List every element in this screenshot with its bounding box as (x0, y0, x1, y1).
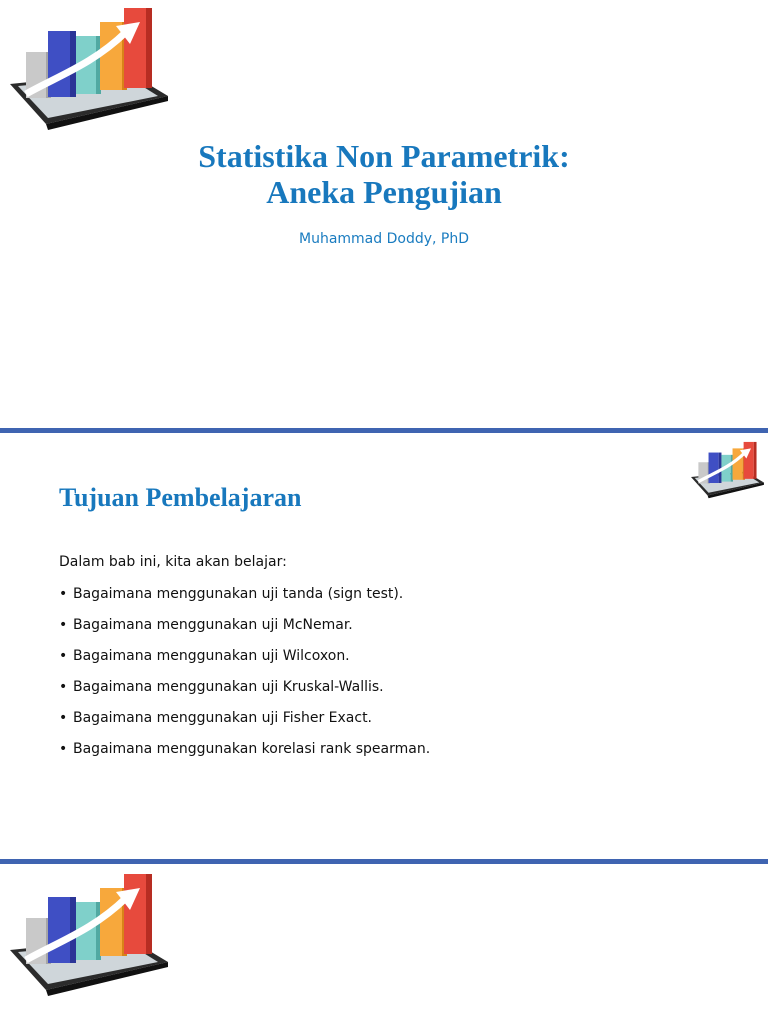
objectives-list (59, 585, 430, 771)
bar-chart-growth-icon (8, 872, 168, 1002)
list-item (59, 647, 430, 678)
list-item-text: Bagaimana menggunakan uji Wilcoxon. (73, 648, 350, 664)
list-item-text: Bagaimana menggunakan uji Fisher Exact. (73, 710, 373, 726)
slide-1 (0, 0, 768, 428)
slide-title (0, 138, 768, 210)
author-name: Muhammad Doddy, PhD (299, 231, 469, 247)
list-item (59, 616, 430, 647)
bullet-dot-icon: • (59, 617, 68, 633)
bullet-dot-icon: • (59, 741, 68, 757)
slide-title-line-2: Aneka Pengujian (266, 174, 502, 210)
slide-2 (0, 433, 768, 859)
list-item (59, 740, 430, 771)
list-item-text: Bagaimana menggunakan uji Kruskal-Wallis. (73, 679, 384, 695)
list-item (59, 678, 430, 709)
bar-chart-growth-icon (690, 441, 764, 501)
list-item-text: Bagaimana menggunakan korelasi rank spearman. (73, 741, 431, 757)
bar-chart-growth-icon (8, 6, 168, 136)
slide-3 (0, 864, 768, 1024)
list-item (59, 585, 430, 616)
bullet-dot-icon: • (59, 586, 68, 602)
list-item (59, 709, 430, 740)
list-item-text: Bagaimana menggunakan uji tanda (sign test). (73, 586, 404, 602)
slide-heading: Tujuan Pembelajaran (59, 483, 302, 512)
intro-text: Dalam bab ini, kita akan belajar: (59, 554, 287, 570)
list-item-text: Bagaimana menggunakan uji McNemar. (73, 617, 353, 633)
slide-title-line-1: Statistika Non Parametrik: (198, 138, 570, 174)
bullet-dot-icon: • (59, 679, 68, 695)
bullet-dot-icon: • (59, 648, 68, 664)
bullet-dot-icon: • (59, 710, 68, 726)
